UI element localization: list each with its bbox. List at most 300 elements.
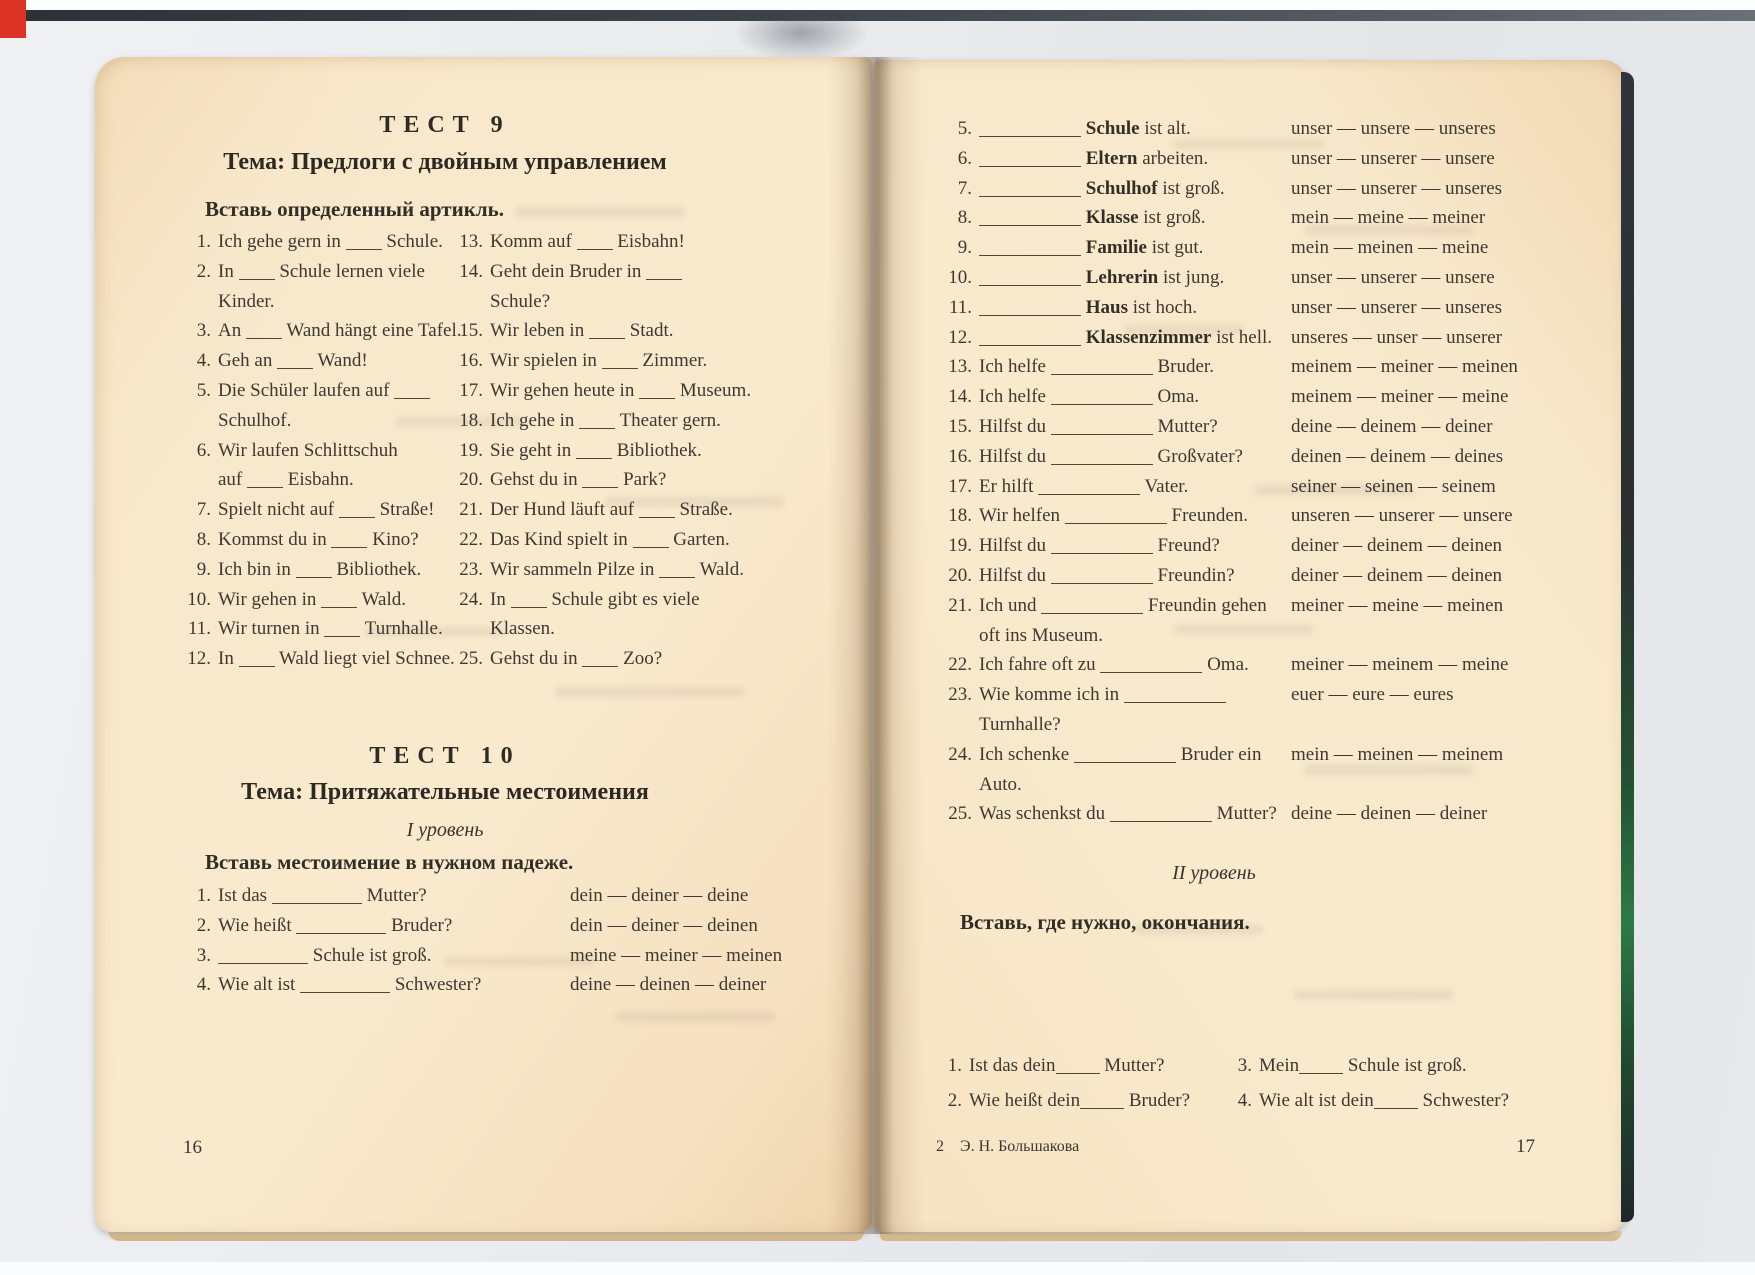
page-number-right: 17 bbox=[1516, 1136, 1535, 1157]
exercise-item bbox=[926, 412, 1580, 442]
exercise-item bbox=[447, 555, 777, 585]
exercise-item bbox=[183, 555, 483, 585]
blank-underline bbox=[296, 930, 386, 934]
item-number: 14. bbox=[948, 386, 972, 408]
exercise-item bbox=[447, 346, 777, 376]
item-number: 8. bbox=[957, 207, 972, 229]
answer-options: unser — unserer — unseres bbox=[1291, 296, 1503, 318]
answer-options: dein — deiner — deinen bbox=[570, 914, 758, 936]
sentence-line bbox=[218, 316, 484, 346]
bleed-through-smudge bbox=[615, 1012, 775, 1022]
test10-items-level1-right bbox=[926, 114, 1580, 829]
item-sentence bbox=[979, 412, 1291, 442]
sentence-text: In bbox=[218, 648, 234, 670]
item-sentence bbox=[218, 585, 484, 615]
book-cover-edge bbox=[1621, 72, 1634, 1222]
item-number: 18. bbox=[459, 409, 483, 431]
blank-underline bbox=[1051, 461, 1153, 465]
blank-underline bbox=[589, 335, 625, 339]
exercise-item bbox=[183, 614, 483, 644]
item-sentence bbox=[979, 501, 1291, 531]
answer-options: unser — unserer — unsere bbox=[1291, 147, 1495, 169]
sentence-line bbox=[979, 293, 1291, 323]
item-sentence bbox=[490, 346, 762, 376]
sentence-line bbox=[979, 680, 1291, 710]
item-sentence bbox=[979, 114, 1291, 144]
blank-underline bbox=[247, 484, 283, 488]
sentence-text: Freundin gehen bbox=[1148, 594, 1267, 616]
item-number: 24. bbox=[459, 588, 483, 610]
sentence-text: Auto. bbox=[979, 773, 1022, 795]
sentence-text: ist hell. bbox=[1216, 326, 1273, 348]
sentence-text: Freundin? bbox=[1157, 564, 1235, 586]
item-sentence bbox=[979, 472, 1291, 502]
blank-underline bbox=[979, 282, 1081, 286]
answer-options: deiner — deinem — deinen bbox=[1291, 564, 1503, 586]
exercise-item bbox=[447, 465, 777, 495]
sentence-text: Mutter? bbox=[1157, 415, 1218, 437]
blank-underline bbox=[582, 484, 618, 488]
item-number: 19. bbox=[948, 535, 972, 557]
sentence-text: Bibliothek. bbox=[336, 558, 422, 580]
sentence-text: Wir gehen heute in bbox=[490, 379, 635, 401]
item-sentence bbox=[979, 174, 1291, 204]
item-sentence bbox=[490, 257, 762, 317]
test9-theme: Тема: Предлоги с двойным управлением bbox=[223, 149, 667, 175]
sentence-text: Geh an bbox=[218, 350, 273, 372]
sentence-line bbox=[979, 412, 1291, 442]
sentence-text: Ich gehe gern in bbox=[218, 231, 341, 252]
sentence-text: Hilfst du bbox=[979, 564, 1047, 586]
item-sentence bbox=[490, 585, 762, 645]
sentence-line bbox=[218, 911, 570, 941]
blank-underline bbox=[1051, 580, 1153, 584]
sentence-text: Mutter? bbox=[1104, 1055, 1165, 1076]
item-number: 12. bbox=[187, 648, 211, 670]
item-sentence bbox=[490, 376, 762, 406]
answer-options: seiner — seinen — seinem bbox=[1291, 475, 1496, 497]
answer-options: unser — unsere — unseres bbox=[1291, 118, 1496, 139]
item-number: 22. bbox=[948, 654, 972, 676]
sentence-text: Eisbahn. bbox=[287, 469, 354, 491]
item-sentence bbox=[969, 1048, 1269, 1083]
item-number: 9. bbox=[196, 558, 211, 580]
sentence-text: Schule lernen viele bbox=[279, 260, 425, 282]
item-sentence bbox=[218, 376, 484, 436]
bleed-through-smudge bbox=[1294, 990, 1454, 1000]
sentence-text: Hilfst du bbox=[979, 445, 1047, 467]
sentence-text: Haus bbox=[1085, 296, 1128, 318]
sentence-text: Schule ist groß. bbox=[1347, 1055, 1467, 1076]
sentence-text: Wand hängt eine Tafel. bbox=[286, 320, 462, 342]
sentence-text: Was schenkst du bbox=[979, 803, 1106, 825]
item-sentence bbox=[979, 442, 1291, 472]
answer-options: deinen — deinem — deines bbox=[1291, 445, 1504, 467]
sentence-line bbox=[979, 233, 1291, 263]
item-number: 12. bbox=[948, 326, 972, 348]
sentence-line bbox=[1259, 1048, 1559, 1083]
exercise-item bbox=[447, 376, 777, 406]
item-number: 22. bbox=[459, 528, 483, 550]
sentence-text: Bruder? bbox=[1128, 1090, 1191, 1111]
answer-options: unser — unserer — unseres bbox=[1291, 177, 1503, 199]
sentence-text: Klassenzimmer bbox=[1085, 326, 1212, 348]
item-number: 1. bbox=[947, 1055, 962, 1076]
item-sentence bbox=[218, 614, 484, 644]
blank-underline bbox=[321, 604, 357, 608]
sentence-line bbox=[979, 352, 1291, 382]
sentence-line bbox=[218, 525, 484, 555]
test10-instruction: Вставь местоимение в нужном падеже. bbox=[205, 850, 574, 874]
sentence-text: Familie bbox=[1085, 237, 1147, 259]
sentence-line bbox=[979, 114, 1291, 144]
level2-items-column-a bbox=[936, 1048, 1236, 1118]
exercise-item bbox=[926, 531, 1580, 561]
sentence-line bbox=[979, 799, 1291, 829]
blank-underline bbox=[346, 246, 382, 250]
blank-underline bbox=[979, 163, 1081, 167]
bleed-through-smudge bbox=[555, 687, 745, 697]
blank-underline bbox=[1038, 491, 1140, 495]
item-sentence bbox=[979, 293, 1291, 323]
sentence-text: Wie heißt dein bbox=[969, 1090, 1081, 1111]
item-number: 4. bbox=[196, 974, 211, 996]
item-number: 17. bbox=[948, 475, 972, 497]
sentence-line bbox=[490, 257, 762, 287]
item-number: 3. bbox=[196, 944, 211, 966]
sentence-text: Geht dein Bruder in bbox=[490, 260, 642, 282]
sentence-line bbox=[218, 376, 484, 406]
sentence-text: Oma. bbox=[1157, 386, 1200, 408]
item-sentence bbox=[490, 436, 762, 466]
exercise-item bbox=[447, 525, 777, 555]
answer-options: unser — unserer — unsere bbox=[1291, 266, 1495, 288]
exercise-item bbox=[926, 740, 1580, 800]
item-sentence bbox=[979, 650, 1291, 680]
item-sentence bbox=[218, 227, 484, 257]
test10-level1-label: I уровень bbox=[406, 819, 484, 841]
item-sentence bbox=[218, 316, 484, 346]
sentence-line bbox=[218, 436, 484, 466]
item-sentence bbox=[979, 561, 1291, 591]
blank-underline bbox=[511, 604, 547, 608]
sentence-text: Wir sammeln Pilze in bbox=[490, 558, 655, 580]
sentence-line bbox=[218, 970, 570, 1000]
exercise-item bbox=[926, 114, 1580, 144]
sentence-text: Straße. bbox=[679, 499, 733, 521]
answer-options: mein — meine — meiner bbox=[1291, 207, 1486, 229]
exercise-item bbox=[926, 263, 1580, 293]
blank-underline bbox=[272, 900, 362, 904]
blank-underline bbox=[1110, 818, 1212, 822]
blank-underline bbox=[602, 365, 638, 369]
sentence-text: Kommst du in bbox=[218, 528, 327, 550]
sentence-text: Ich gehe in bbox=[490, 409, 575, 431]
sentence-line bbox=[218, 614, 484, 644]
item-number: 11. bbox=[948, 296, 972, 318]
sentence-line bbox=[979, 501, 1291, 531]
item-number: 21. bbox=[459, 499, 483, 521]
sentence-text: Hilfst du bbox=[979, 535, 1047, 557]
item-sentence bbox=[979, 144, 1291, 174]
item-sentence bbox=[490, 227, 762, 257]
sentence-line bbox=[979, 621, 1291, 651]
exercise-item bbox=[447, 316, 777, 346]
sentence-line bbox=[490, 227, 762, 257]
answer-options: mein — meinen — meine bbox=[1291, 237, 1489, 259]
answer-options: meiner — meine — meinen bbox=[1291, 594, 1504, 616]
sentence-text: Das Kind spielt in bbox=[490, 528, 628, 550]
answer-options: meinem — meiner — meine bbox=[1291, 386, 1509, 408]
sentence-line bbox=[490, 495, 762, 525]
sentence-line bbox=[979, 323, 1291, 353]
sentence-line bbox=[490, 525, 762, 555]
sentence-line bbox=[218, 555, 484, 585]
sentence-text: ist hoch. bbox=[1132, 296, 1198, 318]
test10-items-level1-left bbox=[183, 881, 795, 1000]
item-sentence bbox=[1259, 1048, 1559, 1083]
item-sentence bbox=[218, 881, 570, 911]
sentence-line bbox=[218, 881, 570, 911]
item-sentence bbox=[218, 525, 484, 555]
sentence-text: Wir turnen in bbox=[218, 618, 320, 640]
sentence-line bbox=[218, 495, 484, 525]
sentence-text: Eisbahn! bbox=[617, 231, 685, 252]
exercise-item bbox=[183, 525, 483, 555]
bleed-through-smudge bbox=[515, 207, 685, 217]
item-sentence bbox=[218, 436, 484, 496]
answer-options: unseres — unser — unserer bbox=[1291, 326, 1503, 348]
sentence-line bbox=[490, 465, 762, 495]
item-sentence bbox=[490, 495, 762, 525]
sentence-text: Der Hund läuft auf bbox=[490, 499, 635, 521]
sentence-text: Wir spielen in bbox=[490, 350, 597, 372]
sentence-text: Museum. bbox=[679, 379, 752, 401]
item-number: 4. bbox=[196, 350, 211, 372]
item-number: 25. bbox=[459, 648, 483, 670]
sentence-line bbox=[218, 346, 484, 376]
sentence-text: Bibliothek. bbox=[616, 439, 702, 461]
page-number-left: 16 bbox=[183, 1137, 202, 1158]
sentence-text: Garten. bbox=[673, 528, 730, 550]
sentence-line bbox=[979, 740, 1291, 770]
sentence-text: Straße! bbox=[379, 499, 435, 521]
sentence-text: Ich bin in bbox=[218, 558, 291, 580]
blank-underline bbox=[579, 425, 615, 429]
test10-title: ТЕСТ 10 bbox=[369, 743, 521, 769]
sentence-text: Wie alt ist bbox=[218, 974, 296, 996]
item-sentence bbox=[979, 323, 1291, 353]
blank-underline bbox=[582, 663, 618, 667]
spine-shadow bbox=[733, 20, 869, 62]
sentence-line bbox=[490, 346, 762, 376]
item-number: 20. bbox=[459, 469, 483, 491]
sentence-text: Wand! bbox=[317, 350, 368, 372]
exercise-item bbox=[183, 257, 483, 317]
test9-items-column-1 bbox=[183, 227, 483, 674]
blank-underline bbox=[300, 989, 390, 993]
item-number: 15. bbox=[459, 320, 483, 342]
exercise-item bbox=[1226, 1048, 1556, 1083]
sentence-text: ist gut. bbox=[1151, 237, 1204, 259]
exercise-item bbox=[936, 1048, 1236, 1083]
sentence-text: arbeiten. bbox=[1142, 147, 1209, 169]
book-page-right bbox=[874, 60, 1628, 1232]
sentence-text: Vater. bbox=[1144, 475, 1189, 497]
blank-underline bbox=[1051, 431, 1153, 435]
sentence-text: Wir leben in bbox=[490, 320, 585, 342]
sentence-line bbox=[490, 287, 762, 317]
sentence-text: Wald liegt viel Schnee. bbox=[279, 648, 455, 670]
item-sentence bbox=[979, 352, 1291, 382]
test9-title: ТЕСТ 9 bbox=[379, 112, 511, 138]
blank-underline bbox=[296, 574, 332, 578]
sentence-line bbox=[218, 941, 570, 971]
answer-options: mein — meinen — meinem bbox=[1291, 743, 1504, 765]
item-sentence bbox=[218, 495, 484, 525]
blank-underline bbox=[239, 276, 275, 280]
sentence-line bbox=[490, 614, 762, 644]
sentence-line bbox=[979, 382, 1291, 412]
item-sentence bbox=[490, 316, 762, 346]
item-number: 11. bbox=[187, 618, 211, 640]
blank-underline bbox=[339, 514, 375, 518]
exercise-item bbox=[447, 585, 777, 645]
item-number: 18. bbox=[948, 505, 972, 527]
sentence-line bbox=[979, 650, 1291, 680]
sentence-text: oft ins Museum. bbox=[979, 624, 1104, 646]
blank-underline bbox=[979, 342, 1081, 346]
answer-options: deine — deinen — deiner bbox=[1291, 803, 1488, 825]
answer-options: deine — deinen — deiner bbox=[570, 974, 767, 996]
blank-underline bbox=[979, 193, 1081, 197]
sentence-text: Hilfst du bbox=[979, 415, 1047, 437]
sentence-line bbox=[218, 465, 484, 495]
item-number: 2. bbox=[196, 914, 211, 936]
exercise-item bbox=[926, 472, 1580, 502]
sentence-line bbox=[969, 1048, 1269, 1083]
sentence-text: Bruder? bbox=[391, 914, 453, 936]
sentence-line bbox=[979, 263, 1291, 293]
exercise-item bbox=[926, 144, 1580, 174]
sentence-text: Wie alt ist dein bbox=[1259, 1090, 1374, 1111]
scanner-bottom-strip bbox=[0, 1262, 1755, 1275]
item-number: 24. bbox=[948, 743, 972, 765]
sentence-text: In bbox=[490, 588, 506, 610]
blank-underline bbox=[1056, 1070, 1100, 1074]
blank-underline bbox=[979, 312, 1081, 316]
exercise-item bbox=[936, 1083, 1236, 1118]
sentence-text: Ich und bbox=[979, 594, 1037, 616]
exercise-item bbox=[447, 406, 777, 436]
sentence-line bbox=[979, 144, 1291, 174]
sentence-text: Klasse bbox=[1085, 207, 1139, 229]
answer-options: unseren — unserer — unsere bbox=[1291, 505, 1513, 527]
sentence-text: Mutter? bbox=[366, 885, 427, 906]
item-number: 13. bbox=[948, 356, 972, 378]
blank-underline bbox=[1051, 401, 1153, 405]
item-number: 23. bbox=[459, 558, 483, 580]
item-number: 16. bbox=[459, 350, 483, 372]
blank-underline bbox=[218, 960, 308, 964]
sentence-text: Komm auf bbox=[490, 231, 572, 252]
blank-underline bbox=[633, 544, 669, 548]
sentence-line bbox=[490, 436, 762, 466]
sentence-line bbox=[490, 585, 762, 615]
item-number: 2. bbox=[196, 260, 211, 282]
item-sentence bbox=[218, 555, 484, 585]
sentence-text: An bbox=[218, 320, 242, 342]
exercise-item bbox=[447, 436, 777, 466]
blank-underline bbox=[1080, 1105, 1124, 1109]
sentence-text: Ich schenke bbox=[979, 743, 1070, 765]
blank-underline bbox=[1041, 610, 1143, 614]
sentence-text: Eltern bbox=[1085, 147, 1138, 169]
item-sentence bbox=[979, 740, 1291, 800]
item-number: 3. bbox=[196, 320, 211, 342]
exercise-item bbox=[447, 495, 777, 525]
answer-options: meinem — meiner — meinen bbox=[1291, 356, 1518, 378]
sentence-text: Mein bbox=[1259, 1055, 1300, 1076]
exercise-item bbox=[447, 257, 777, 317]
exercise-item bbox=[926, 680, 1580, 740]
sentence-text: Wir laufen Schlittschuh bbox=[218, 439, 398, 461]
answer-options: deiner — deinem — deinen bbox=[1291, 535, 1503, 557]
item-sentence bbox=[490, 406, 762, 436]
blank-underline bbox=[1100, 669, 1202, 673]
answer-options: meiner — meinem — meine bbox=[1291, 654, 1509, 676]
item-sentence bbox=[979, 233, 1291, 263]
answer-options: deine — deinem — deiner bbox=[1291, 415, 1493, 437]
item-number: 5. bbox=[196, 379, 211, 401]
item-sentence bbox=[1259, 1083, 1559, 1118]
item-number: 7. bbox=[957, 177, 972, 199]
item-sentence bbox=[218, 346, 484, 376]
sentence-line bbox=[969, 1083, 1269, 1118]
item-number: 15. bbox=[948, 415, 972, 437]
sentence-line bbox=[979, 442, 1291, 472]
sentence-line bbox=[218, 644, 484, 674]
item-number: 10. bbox=[948, 266, 972, 288]
blank-underline bbox=[1299, 1070, 1343, 1074]
sentence-text: Zimmer. bbox=[642, 350, 708, 372]
exercise-item bbox=[183, 585, 483, 615]
item-number: 9. bbox=[957, 237, 972, 259]
sentence-line bbox=[218, 227, 484, 257]
sentence-text: Ich helfe bbox=[979, 356, 1046, 378]
sentence-line bbox=[979, 770, 1291, 800]
exercise-item bbox=[926, 799, 1580, 829]
sentence-line bbox=[490, 644, 762, 674]
footer-author: Э. Н. Большакова bbox=[960, 1138, 1080, 1155]
footer-sheet-number: 2 bbox=[936, 1138, 944, 1155]
exercise-item bbox=[926, 650, 1580, 680]
test9-items-column-2 bbox=[447, 227, 777, 674]
sentence-line bbox=[490, 406, 762, 436]
blank-underline bbox=[246, 335, 282, 339]
item-number: 7. bbox=[196, 499, 211, 521]
item-sentence bbox=[218, 970, 570, 1000]
blank-underline bbox=[639, 395, 675, 399]
item-sentence bbox=[490, 644, 762, 674]
sentence-text: Wir gehen in bbox=[218, 588, 317, 610]
sentence-line bbox=[979, 710, 1291, 740]
blank-underline bbox=[659, 574, 695, 578]
exercise-item bbox=[447, 644, 777, 674]
sentence-line bbox=[979, 531, 1291, 561]
exercise-item bbox=[1226, 1083, 1556, 1118]
blank-underline bbox=[979, 133, 1081, 137]
